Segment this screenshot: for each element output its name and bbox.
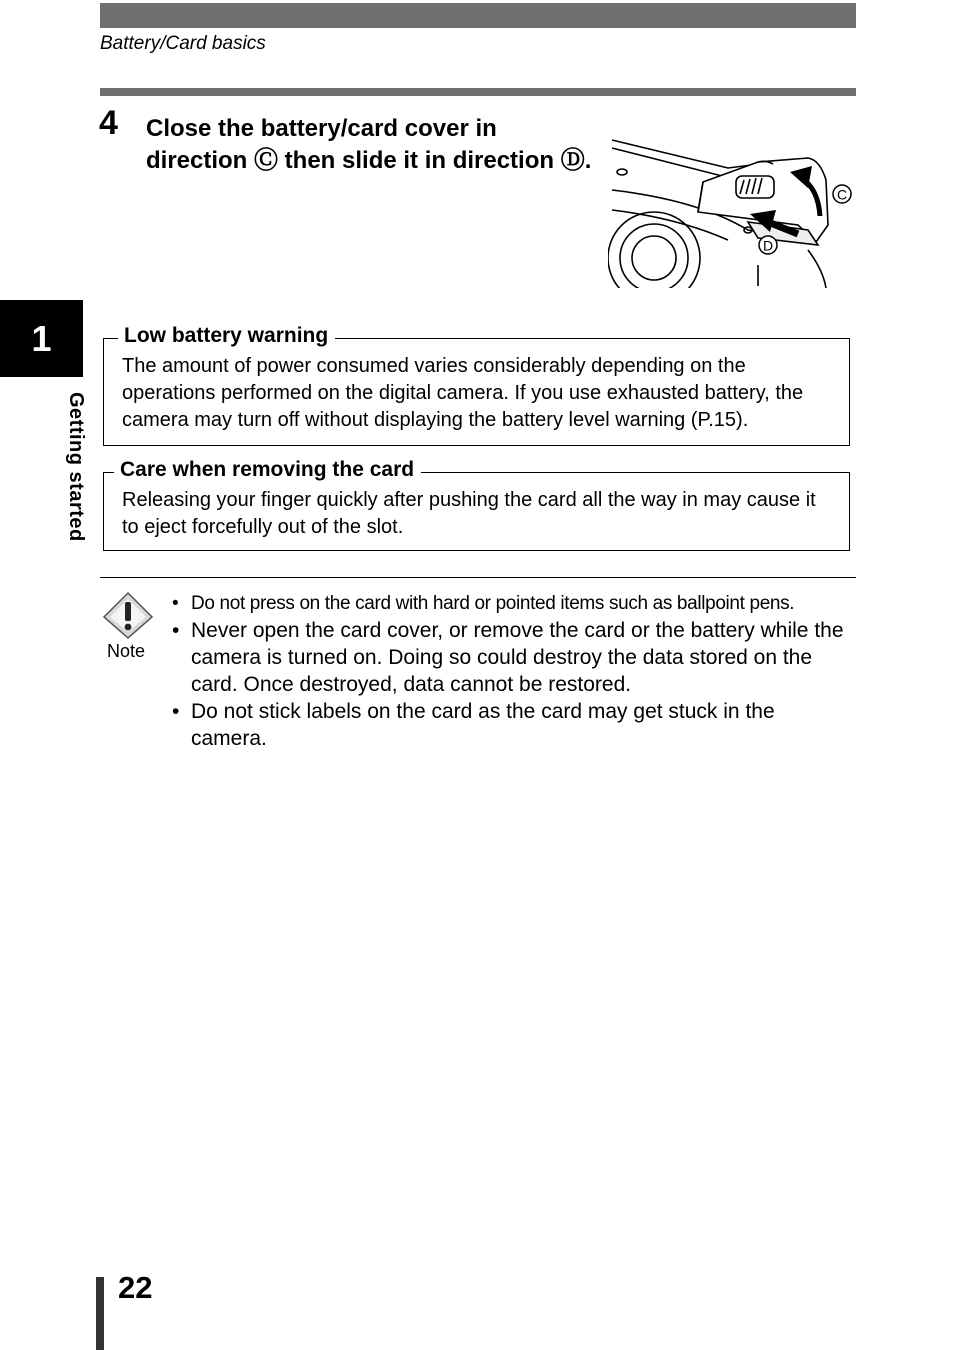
note-label: Note [107,641,146,661]
box-body: The amount of power consumed varies considerably depending on the operations performed on the digital camera. If you use exhausted battery, the camera may turn off without displaying the battery level warning (P.15). [122,355,804,431]
box-title: Low battery warning [118,323,335,349]
card-removal-care-box [103,458,850,551]
list-item: • Never open the card cover, or remove the card or the battery while the camera is turned on. Doing so could destroy the data stored on the card. Once destroyed, data cannot be restored. [172,617,856,698]
list-item: • Do not press on the card with hard or pointed items such as ballpoint pens. [172,590,872,617]
list-item: • Do not stick labels on the card as the card may get stuck in the camera. [172,698,856,752]
header-bar [100,3,856,28]
note-list [172,590,872,752]
box-title: Care when removing the card [114,457,421,483]
page-number: 22 [118,1270,153,1305]
section-title: Battery/Card basics [100,33,266,54]
chapter-label: Getting started [65,392,87,542]
note-divider [100,577,856,578]
chapter-tab: 1 [0,300,83,377]
camera-cover-illustration [608,130,858,288]
box-body: Releasing your finger quickly after pushing the card all the way in may cause it to eject forcefully out of the slot. [122,489,816,538]
step-number: 4 [99,104,118,142]
page-number-bar [96,1277,104,1350]
low-battery-warning-box [103,324,850,446]
label-c: C [836,186,848,203]
step-text: Close the battery/card cover in direction Ⓒ then slide it in direction Ⓓ. [146,115,592,174]
warning-icon [101,590,155,640]
header-rule [100,88,856,96]
label-d: D [762,237,774,254]
